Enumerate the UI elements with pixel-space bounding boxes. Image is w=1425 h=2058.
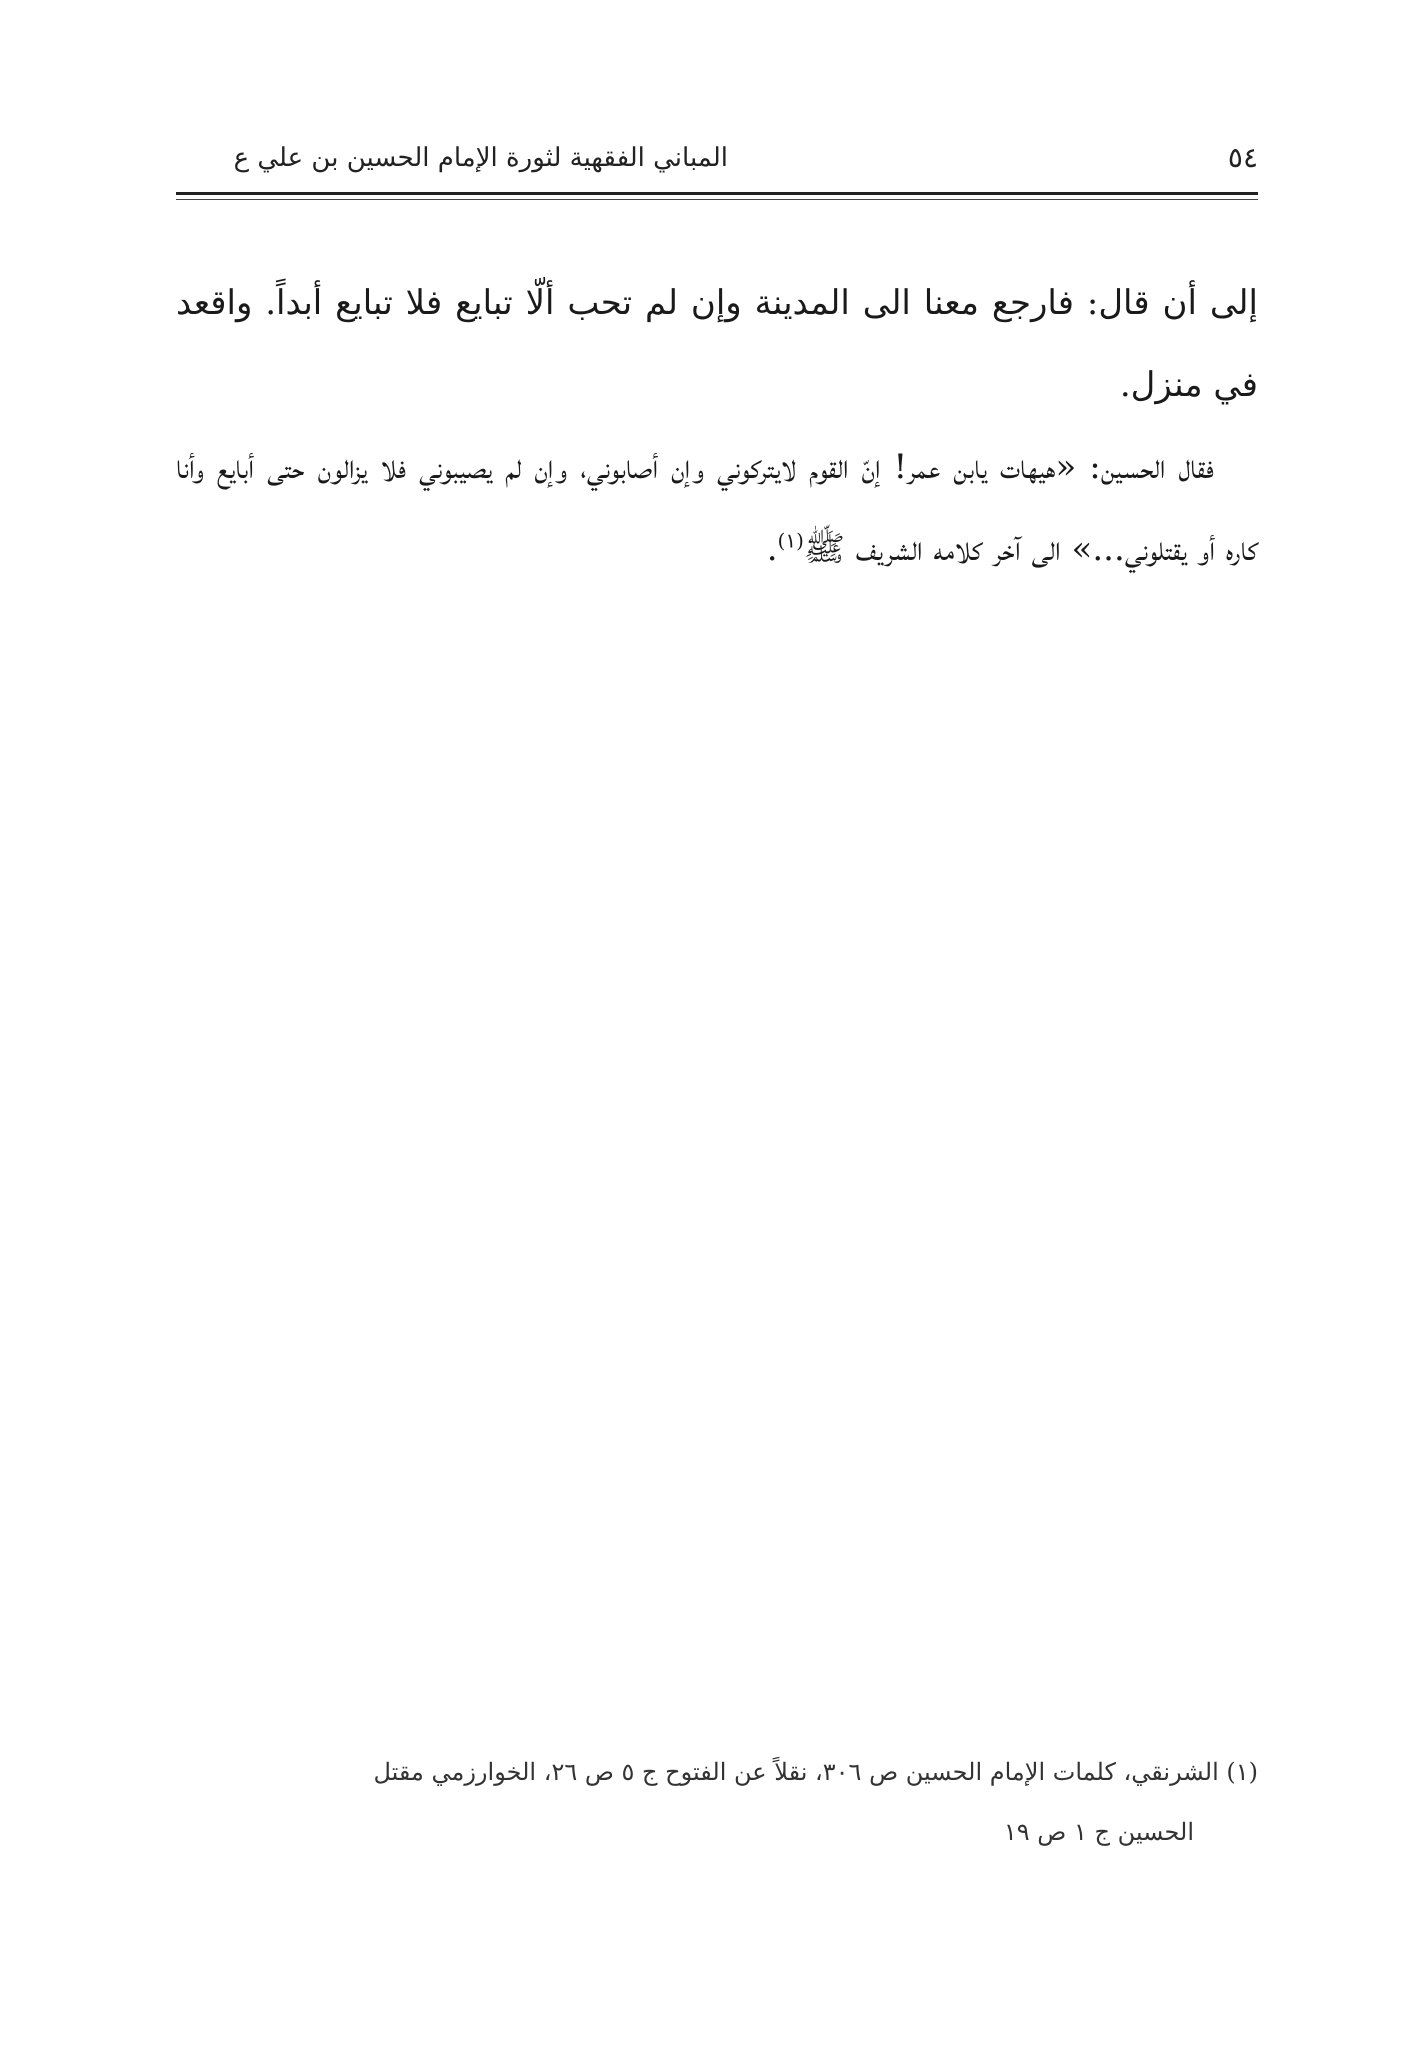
- footnote-line: الحسين ج ١ ص ١٩: [1003, 1818, 1194, 1846]
- running-header-title: المباني الفقهية لثورة الإمام الحسين بن علي ع: [233, 143, 728, 173]
- paragraph-text: فقال الحسين: «هيهات يابن عمر! إنّ القوم لايتركوني وإن أصابوني، وإن لم يصيبوني فلا يزالون حتى أبايع وأنا كاره أو يقتلوني...» الى آخر كلامه الشريف ﷺ: [176, 447, 1258, 569]
- footnote: [176, 1742, 1258, 1862]
- header-rule-thin: [176, 199, 1258, 200]
- paragraph-end: .: [766, 529, 778, 569]
- paragraph: [176, 262, 1258, 426]
- footnote-line: (١) الشرنقي، كلمات الإمام الحسين ص ٣٠٦، نقلاً عن الفتوح ج ٥ ص ٢٦، الخوارزمي مقتل: [373, 1758, 1258, 1786]
- footnote-reference[interactable]: (١): [777, 528, 804, 553]
- header-rule: [176, 192, 1258, 195]
- paragraph: [176, 426, 1258, 590]
- page-number: ٥٤: [1227, 141, 1258, 174]
- body-text: [176, 262, 1258, 590]
- paragraph-text: إلى أن قال: فارجع معنا الى المدينة وإن لم تحب ألّا تبايع فلا تبايع أبداً. واقعد في منزل.: [176, 283, 1258, 405]
- page-header: [176, 138, 1258, 188]
